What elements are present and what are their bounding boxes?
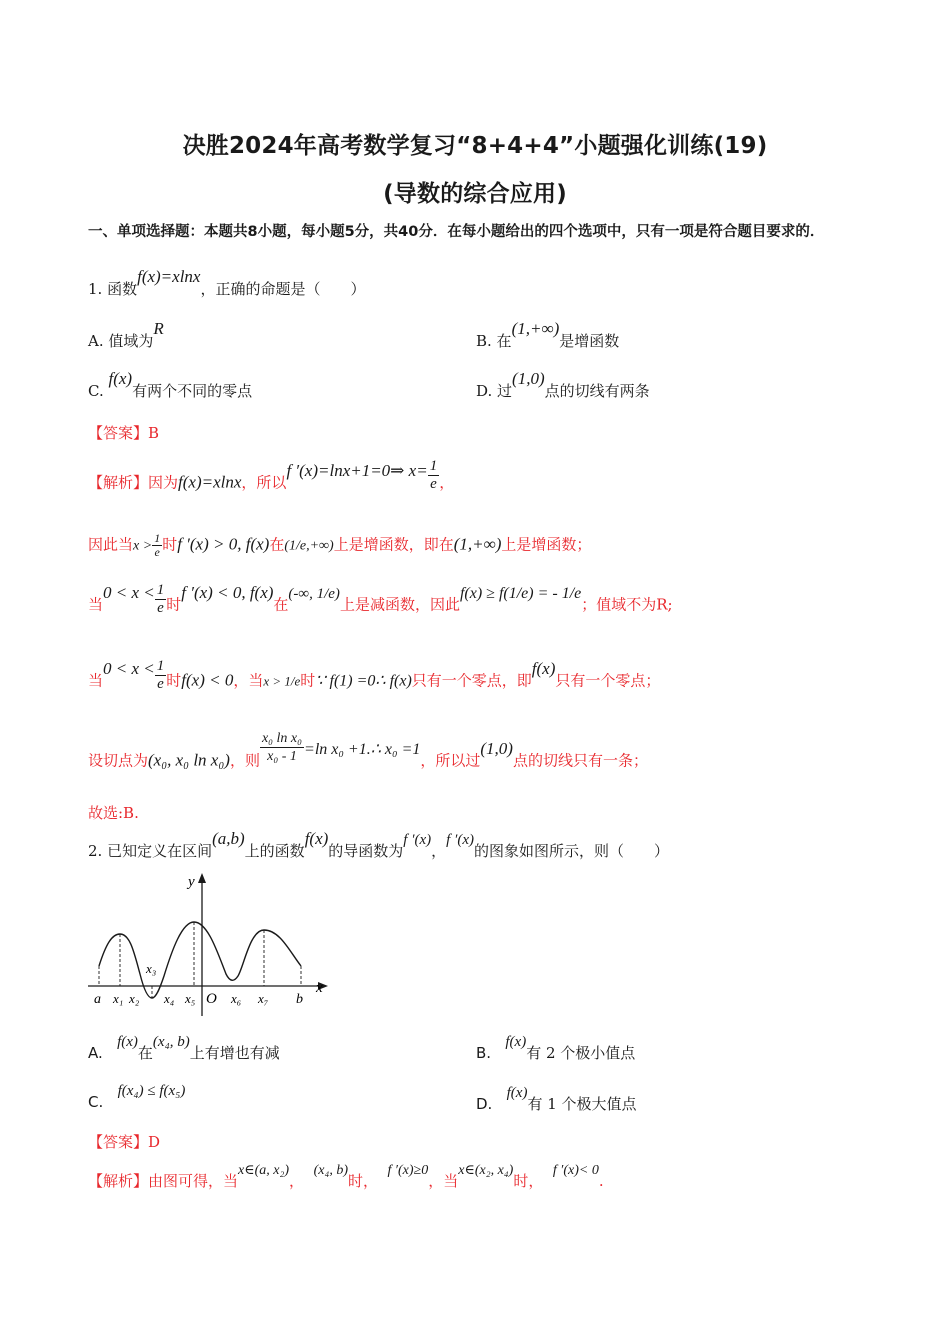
y-axis-arrow <box>198 873 206 883</box>
q1-option-d: D. 过(1,0)点的切线有两条 <box>476 369 650 400</box>
q2-answer: 【答案】D <box>88 1133 161 1151</box>
graph-label-y: y <box>188 874 195 890</box>
q1-formula: f(x)=xlnx <box>137 267 201 286</box>
q1-analysis-line5: 设切点为(x₀, x₀ ln x₀)，则 $\frac{\text{x₀ ln x₀}}{\text{x₀ - 1}}$ =ln x₀ +1.∴ x₀ =1，所以过(1,0)点的切线只有一条； <box>88 731 648 770</box>
q1-conclusion: 故选:B. <box>88 804 139 822</box>
q2-option-a: A. f(x)在(x₄, b)上有增也有减 <box>88 1034 280 1062</box>
graph-label-x1: x₁ <box>113 991 124 1006</box>
graph-label-origin: O <box>206 991 217 1007</box>
section-heading: 一、单项选择题：本题共8小题，每小题5分，共40分．在每小题给出的四个选项中，只有一项是符合题目要求的． <box>88 224 825 240</box>
graph-label-b: b <box>296 992 303 1007</box>
graph-label-x3: x₃ <box>146 961 157 976</box>
q1-option-c: C. f(x)有两个不同的零点 <box>88 369 253 400</box>
graph-label-x: x <box>316 980 323 996</box>
q2-option-c: C. f(x₄) ≤ f(x₅) <box>88 1083 186 1111</box>
q1-option-b: B. 在(1,+∞)是增函数 <box>476 319 620 350</box>
graph-label-x6: x₆ <box>231 991 242 1006</box>
q1-option-a: A. 值域为R <box>88 319 164 350</box>
page-subtitle: (导数的综合应用) <box>383 181 567 207</box>
q1-stem: 1. 函数f(x)=xlnx，正确的命题是（ ） <box>88 267 366 298</box>
q1-answer: 【答案】B <box>88 424 160 442</box>
graph-label-a: a <box>94 992 101 1007</box>
q1-analysis-line1: 【解析】因为f(x)=xlnx，所以f ′(x)=lnx+1=0⇒ x= $\frac{1}{e}$ ， <box>88 458 455 492</box>
q2-analysis-line1: 【解析】由图可得，当x∈(a, x₂)， (x₄, b)时， f ′(x)≥0，当x∈(x₂, x₄)时， f ′(x)< 0. <box>88 1163 604 1190</box>
q1-analysis-line4: 当0 < x < $\frac{1}{e}$ 时f(x) < 0，当x > 1/e时∵ f(1) =0∴ f(x)只有一个零点，即f(x)只有一个零点； <box>88 658 661 692</box>
graph-label-x2: x₂ <box>129 991 140 1006</box>
q2-stem: 2. 已知定义在区间(a,b)上的函数f(x)的导函数为f ′(x)，f ′(x)的图象如图所示，则（ ） <box>88 829 670 860</box>
q1-analysis-line2: 因此当x > $\frac{1}{e}$ 时f ′(x) > 0, f(x)在(1/e,+∞)上是增函数，即在(1,+∞)上是增函数； <box>88 531 592 559</box>
q2-option-d: D. f(x)有 1 个极大值点 <box>476 1085 637 1113</box>
derivative-graph <box>84 866 334 1026</box>
graph-label-x4: x₄ <box>164 991 175 1006</box>
graph-label-x7: x₇ <box>258 991 269 1006</box>
q1-analysis-line3: 当0 < x < $\frac{1}{e}$ 时f ′(x) < 0, f(x)在(-∞, 1/e)上是减函数，因此f(x) ≥ f(1/e) = - 1/e；值域不为R; <box>88 582 673 616</box>
graph-label-x5: x₅ <box>185 991 196 1006</box>
page-title: 决胜2024年高考数学复习“8+4+4”小题强化训练(19) <box>182 133 768 159</box>
q2-option-b: B. f(x)有 2 个极小值点 <box>476 1034 636 1062</box>
